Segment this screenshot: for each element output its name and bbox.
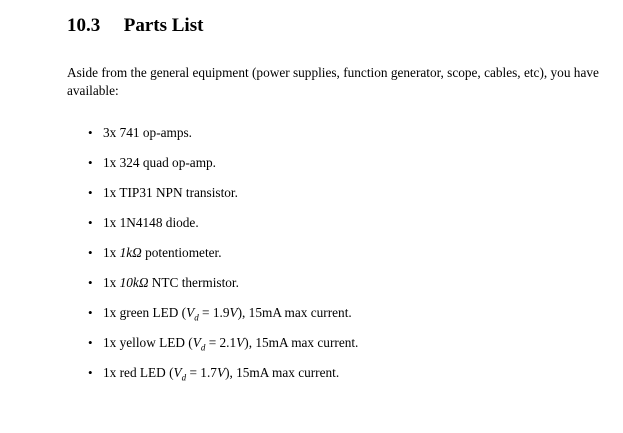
part-item-segment: 1x green LED ( <box>103 305 187 320</box>
part-item-segment: 1x TIP31 NPN transistor. <box>103 185 238 200</box>
part-item-segment: = 2.1 <box>205 335 237 350</box>
bullet-icon: • <box>88 215 93 230</box>
part-item-segment: ), 15mA max current. <box>237 305 352 320</box>
part-item-segment: 1x <box>103 245 120 260</box>
part-item-segment: 1x yellow LED ( <box>103 335 193 350</box>
part-item-math: V <box>192 335 201 350</box>
part-item-text <box>103 244 222 262</box>
part-item-segment: 1x 324 quad op-amp. <box>103 155 217 170</box>
part-item-segment: 3x 741 op-amps. <box>103 125 193 140</box>
part-item-math: V <box>186 305 195 320</box>
bullet-icon: • <box>88 365 93 380</box>
bullet-icon: • <box>88 275 93 290</box>
part-item-text <box>103 274 239 292</box>
part-list-item <box>67 124 587 154</box>
bullet-icon: • <box>88 185 93 200</box>
section-title: Parts List <box>123 15 204 36</box>
part-item-text <box>103 304 352 322</box>
part-item-math: V <box>236 335 245 350</box>
part-item-math: 10kΩ <box>119 275 149 290</box>
part-item-text <box>103 124 192 142</box>
part-item-math: d <box>194 312 199 323</box>
bullet-icon: • <box>88 155 93 170</box>
part-item-segment: potentiometer. <box>141 245 222 260</box>
part-item-segment: = 1.7 <box>186 365 217 380</box>
part-item-math: d <box>181 372 187 383</box>
part-list-item <box>67 334 587 364</box>
part-item-segment: ), 15mA max current. <box>225 365 340 380</box>
part-list-item <box>67 364 587 394</box>
part-list-item <box>67 304 587 334</box>
part-item-segment: 1x 1N4148 diode. <box>103 215 199 230</box>
part-item-math: 1kΩ <box>119 245 142 260</box>
part-item-text <box>103 184 238 202</box>
part-item-math: d <box>200 342 206 353</box>
part-item-segment: ), 15mA max current. <box>244 335 359 350</box>
bullet-icon: • <box>88 245 93 260</box>
bullet-icon: • <box>88 305 93 320</box>
bullet-icon: • <box>88 125 93 140</box>
section-number: 10.3 <box>67 15 101 36</box>
part-list-item <box>67 184 587 214</box>
part-item-segment: 1x red LED ( <box>103 365 174 380</box>
part-item-text <box>103 214 199 232</box>
part-item-math: V <box>173 365 182 380</box>
part-item-text <box>103 334 358 352</box>
part-item-text <box>103 364 339 382</box>
part-list-item <box>67 244 587 274</box>
part-list-item <box>67 214 587 244</box>
part-list-item <box>67 274 587 304</box>
intro-paragraph: Aside from the general equipment (power supplies, function generator, scope, cables, etc), you have available: <box>67 65 599 98</box>
part-item-segment: NTC thermistor. <box>148 275 239 290</box>
parts-list <box>67 124 587 394</box>
part-item-segment: = 1.9 <box>198 305 230 320</box>
part-item-math: V <box>229 305 238 320</box>
part-item-math: V <box>216 365 226 380</box>
bullet-icon: • <box>88 335 93 350</box>
part-list-item <box>67 154 587 184</box>
part-item-text <box>103 154 216 172</box>
part-item-segment: 1x <box>103 275 120 290</box>
section-heading <box>67 14 203 38</box>
